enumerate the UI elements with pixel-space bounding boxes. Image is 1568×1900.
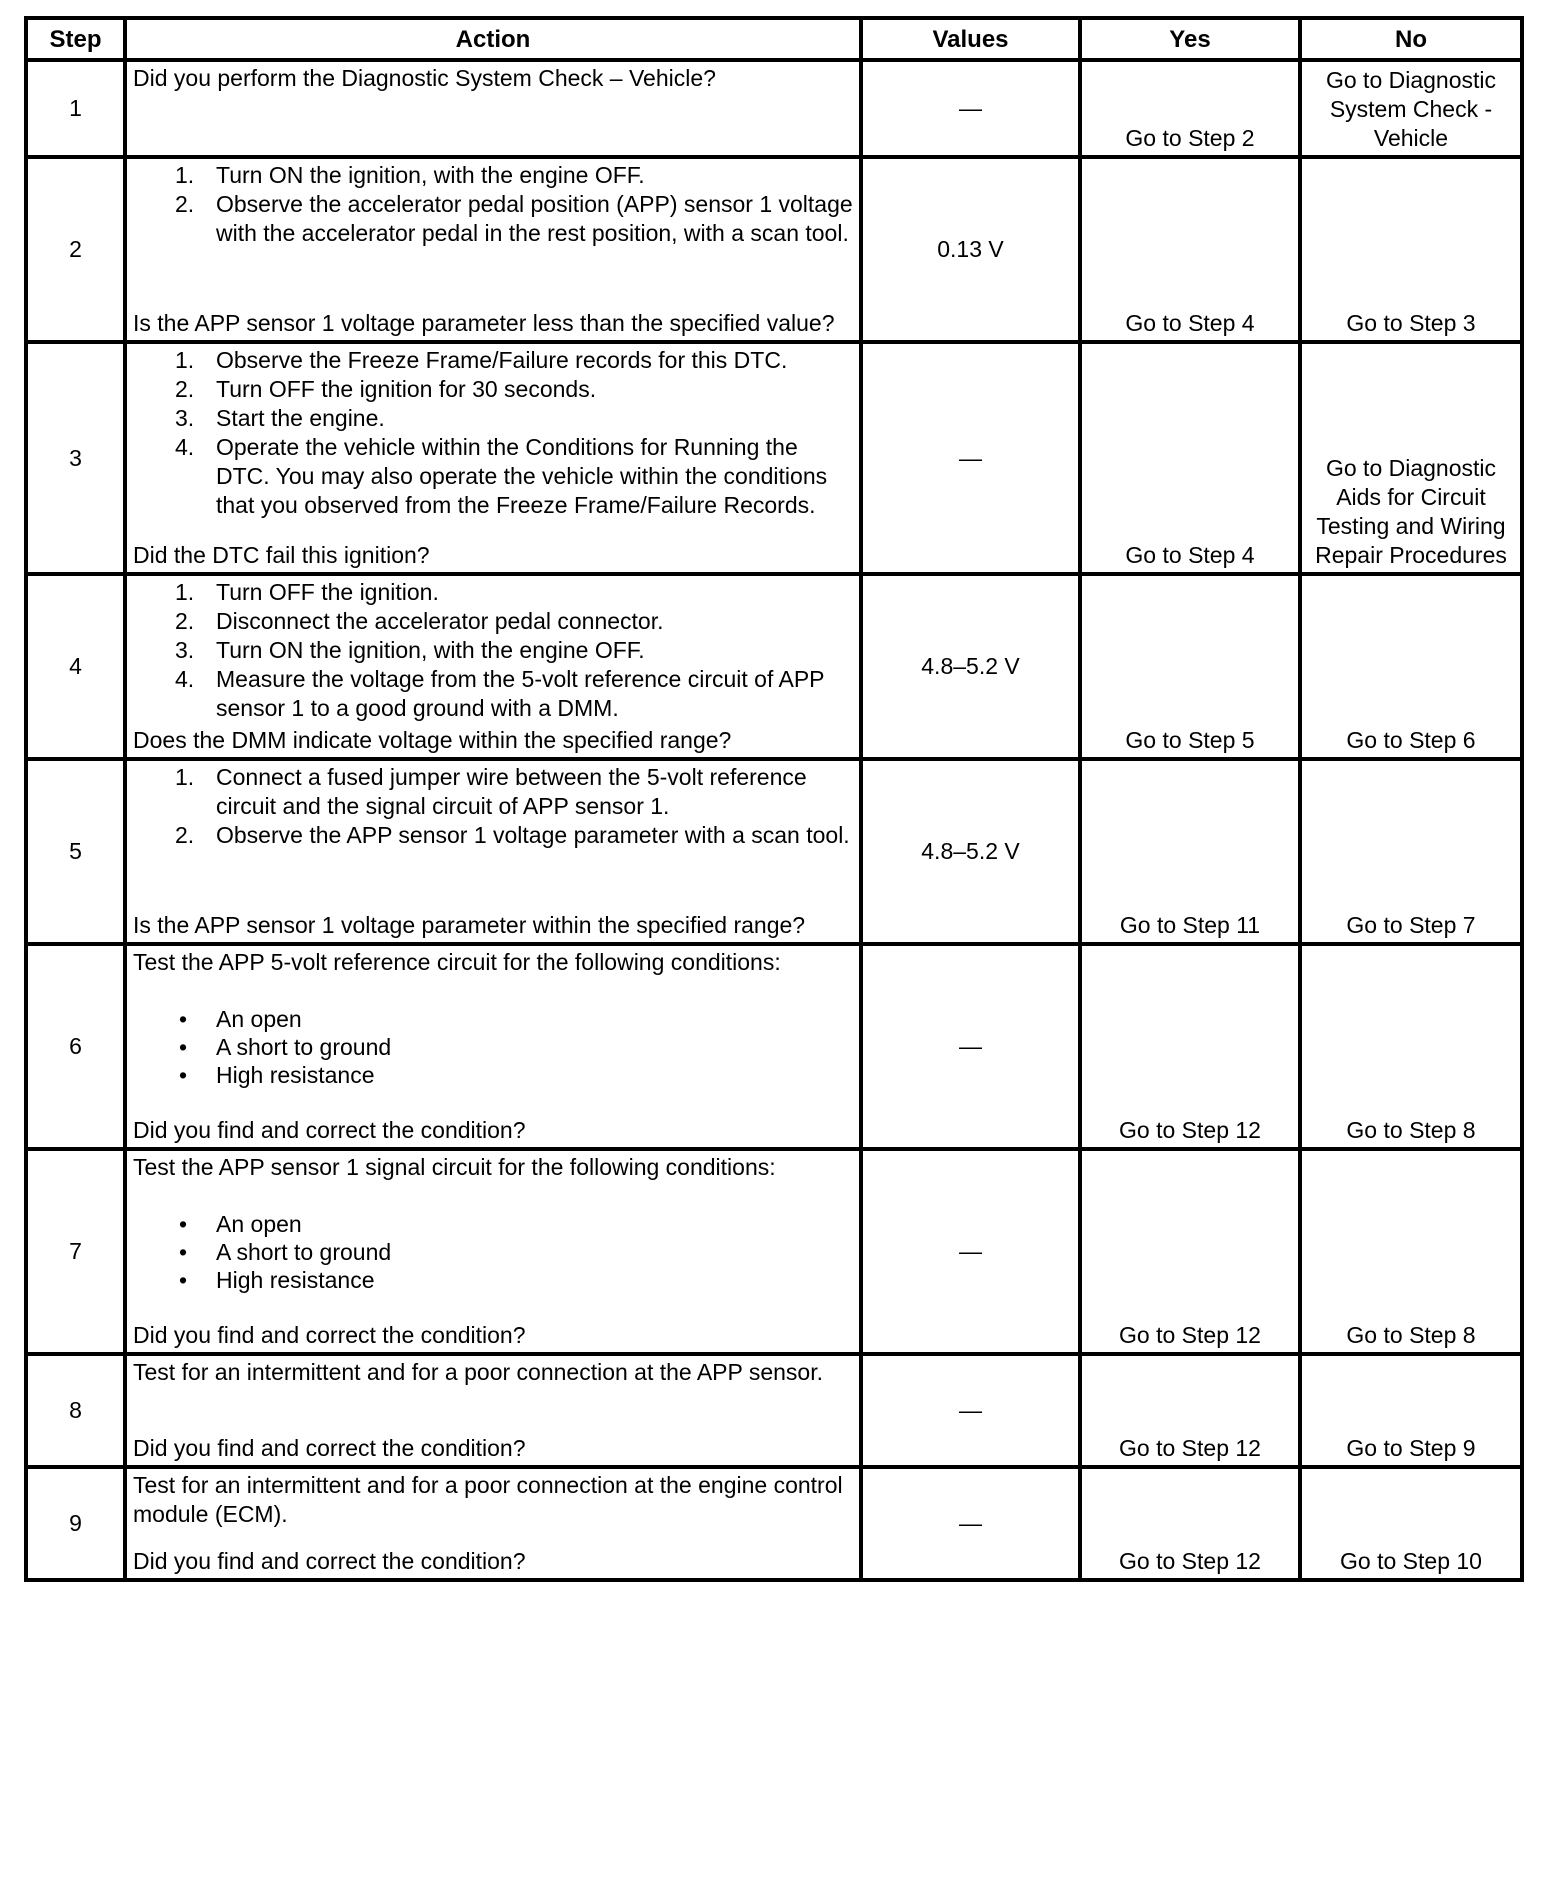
substep-number: 4. xyxy=(175,666,195,692)
condition-text: A short to ground xyxy=(216,1034,392,1060)
value-cell: — xyxy=(861,342,1080,574)
step-number: 4 xyxy=(26,574,125,759)
action-cell xyxy=(125,1354,861,1467)
value-cell: 4.8–5.2 V xyxy=(861,574,1080,759)
substep-number: 1. xyxy=(175,347,195,373)
no-cell: Go to Diagnostic System Check - Vehicle xyxy=(1300,60,1522,157)
yes-cell: Go to Step 2 xyxy=(1080,60,1300,157)
header-row xyxy=(26,18,1522,60)
substep-number: 2. xyxy=(175,376,195,402)
action-intro: Did you perform the Diagnostic System Check – Vehicle? xyxy=(133,65,716,91)
substep-item xyxy=(133,763,853,821)
table-row xyxy=(26,1467,1522,1580)
step-number: 6 xyxy=(26,944,125,1149)
table-row xyxy=(26,1149,1522,1354)
value-cell: — xyxy=(861,60,1080,157)
substep-item xyxy=(133,578,853,607)
action-content xyxy=(133,948,853,1145)
substep-number: 2. xyxy=(175,608,195,634)
substep-list xyxy=(133,578,853,723)
substep-text: Connect a fused jumper wire between the 5-volt reference circuit and the signal circuit of APP sensor 1. xyxy=(216,764,807,819)
header-no: No xyxy=(1300,18,1522,60)
condition-text: High resistance xyxy=(216,1062,375,1088)
substep-number: 2. xyxy=(175,822,195,848)
substep-text: Measure the voltage from the 5-volt reference circuit of APP sensor 1 to a good ground with a DMM. xyxy=(216,666,825,721)
action-cell xyxy=(125,342,861,574)
condition-text: A short to ground xyxy=(216,1239,392,1265)
substep-text: Start the engine. xyxy=(216,405,385,431)
condition-text: An open xyxy=(216,1006,302,1032)
substep-text: Observe the APP sensor 1 voltage parameter with a scan tool. xyxy=(216,822,850,848)
bullet-icon: • xyxy=(179,1267,188,1293)
substep-number: 3. xyxy=(175,637,195,663)
action-cell xyxy=(125,944,861,1149)
action-question: Is the APP sensor 1 voltage parameter within the specified range? xyxy=(133,912,806,938)
substep-item xyxy=(133,607,853,636)
substep-item xyxy=(133,665,853,723)
substep-item xyxy=(133,821,853,850)
substep-number: 3. xyxy=(175,405,195,431)
substep-number: 1. xyxy=(175,162,195,188)
action-question: Did you find and correct the condition? xyxy=(133,1435,526,1461)
substep-list xyxy=(133,763,853,850)
no-cell: Go to Step 6 xyxy=(1300,574,1522,759)
action-content xyxy=(133,1471,853,1576)
substep-number: 2. xyxy=(175,191,195,217)
table-row xyxy=(26,759,1522,944)
bullet-icon: • xyxy=(179,1239,188,1265)
action-intro: Test for an intermittent and for a poor connection at the APP sensor. xyxy=(133,1359,823,1385)
substep-item xyxy=(133,636,853,665)
action-content xyxy=(133,161,853,338)
condition-item xyxy=(133,1033,853,1061)
action-cell xyxy=(125,60,861,157)
condition-text: An open xyxy=(216,1211,302,1237)
header-action: Action xyxy=(125,18,861,60)
no-cell: Go to Step 7 xyxy=(1300,759,1522,944)
substep-list xyxy=(133,161,853,248)
substep-text: Observe the Freeze Frame/Failure records for this DTC. xyxy=(216,347,788,373)
substep-text: Disconnect the accelerator pedal connector. xyxy=(216,608,664,634)
substep-item xyxy=(133,404,853,433)
step-number: 5 xyxy=(26,759,125,944)
action-cell xyxy=(125,1467,861,1580)
bullet-icon: • xyxy=(179,1006,188,1032)
condition-item xyxy=(133,1210,853,1238)
substep-text: Turn ON the ignition, with the engine OFF. xyxy=(216,162,645,188)
no-cell: Go to Step 8 xyxy=(1300,1149,1522,1354)
header-values: Values xyxy=(861,18,1080,60)
no-cell: Go to Step 8 xyxy=(1300,944,1522,1149)
no-cell: Go to Step 9 xyxy=(1300,1354,1522,1467)
action-intro: Test for an intermittent and for a poor connection at the engine control module (ECM). xyxy=(133,1472,843,1527)
table-row xyxy=(26,60,1522,157)
condition-item xyxy=(133,1005,853,1033)
header-step: Step xyxy=(26,18,125,60)
substep-text: Operate the vehicle within the Conditions for Running the DTC. You may also operate the vehicle within the conditions that you observed from the Freeze Frame/Failure Records. xyxy=(216,434,828,518)
substep-number: 1. xyxy=(175,579,195,605)
action-cell xyxy=(125,759,861,944)
value-cell: — xyxy=(861,1467,1080,1580)
value-cell: 0.13 V xyxy=(861,157,1080,342)
action-content xyxy=(133,1153,853,1350)
value-cell: — xyxy=(861,1149,1080,1354)
bullet-icon: • xyxy=(179,1034,188,1060)
substep-number: 1. xyxy=(175,764,195,790)
action-intro: Test the APP 5-volt reference circuit for the following conditions: xyxy=(133,949,781,975)
substep-number: 4. xyxy=(175,434,195,460)
bullet-icon: • xyxy=(179,1211,188,1237)
condition-list xyxy=(133,1005,853,1089)
yes-cell: Go to Step 12 xyxy=(1080,1467,1300,1580)
substep-text: Turn OFF the ignition for 30 seconds. xyxy=(216,376,597,402)
yes-cell: Go to Step 5 xyxy=(1080,574,1300,759)
action-question: Did you find and correct the condition? xyxy=(133,1322,526,1348)
substep-text: Turn OFF the ignition. xyxy=(216,579,439,605)
action-question: Did you find and correct the condition? xyxy=(133,1117,526,1143)
action-question: Did the DTC fail this ignition? xyxy=(133,542,430,568)
condition-text: High resistance xyxy=(216,1267,375,1293)
bullet-icon: • xyxy=(179,1062,188,1088)
no-cell: Go to Step 3 xyxy=(1300,157,1522,342)
action-content xyxy=(133,1358,853,1463)
substep-item xyxy=(133,190,853,248)
action-cell xyxy=(125,574,861,759)
value-cell: 4.8–5.2 V xyxy=(861,759,1080,944)
substep-item xyxy=(133,346,853,375)
action-content xyxy=(133,763,853,940)
action-question: Did you find and correct the condition? xyxy=(133,1548,526,1574)
action-question: Does the DMM indicate voltage within the specified range? xyxy=(133,727,732,753)
yes-cell: Go to Step 12 xyxy=(1080,1149,1300,1354)
step-number: 2 xyxy=(26,157,125,342)
substep-item xyxy=(133,375,853,404)
no-cell: Go to Diagnostic Aids for Circuit Testing and Wiring Repair Procedures xyxy=(1300,342,1522,574)
action-content xyxy=(133,64,853,139)
action-content xyxy=(133,346,853,570)
step-number: 7 xyxy=(26,1149,125,1354)
table-row xyxy=(26,574,1522,759)
value-cell: — xyxy=(861,1354,1080,1467)
yes-cell: Go to Step 12 xyxy=(1080,944,1300,1149)
condition-item xyxy=(133,1266,853,1294)
substep-list xyxy=(133,346,853,520)
yes-cell: Go to Step 11 xyxy=(1080,759,1300,944)
substep-text: Turn ON the ignition, with the engine OFF. xyxy=(216,637,645,663)
condition-item xyxy=(133,1238,853,1266)
substep-item xyxy=(133,161,853,190)
table-row xyxy=(26,1354,1522,1467)
action-cell xyxy=(125,157,861,342)
table-row xyxy=(26,342,1522,574)
step-number: 3 xyxy=(26,342,125,574)
yes-cell: Go to Step 4 xyxy=(1080,342,1300,574)
no-cell: Go to Step 10 xyxy=(1300,1467,1522,1580)
yes-cell: Go to Step 12 xyxy=(1080,1354,1300,1467)
table-row xyxy=(26,944,1522,1149)
substep-text: Observe the accelerator pedal position (APP) sensor 1 voltage with the accelerator pedal in the rest position, with a scan tool. xyxy=(216,191,853,246)
action-cell xyxy=(125,1149,861,1354)
step-number: 9 xyxy=(26,1467,125,1580)
action-intro: Test the APP sensor 1 signal circuit for the following conditions: xyxy=(133,1154,776,1180)
condition-item xyxy=(133,1061,853,1089)
table-row xyxy=(26,157,1522,342)
header-yes: Yes xyxy=(1080,18,1300,60)
diagnostic-table xyxy=(24,16,1524,1582)
condition-list xyxy=(133,1210,853,1294)
action-content xyxy=(133,578,853,755)
step-number: 8 xyxy=(26,1354,125,1467)
action-question: Is the APP sensor 1 voltage parameter less than the specified value? xyxy=(133,310,835,336)
step-number: 1 xyxy=(26,60,125,157)
yes-cell: Go to Step 4 xyxy=(1080,157,1300,342)
value-cell: — xyxy=(861,944,1080,1149)
substep-item xyxy=(133,433,853,520)
